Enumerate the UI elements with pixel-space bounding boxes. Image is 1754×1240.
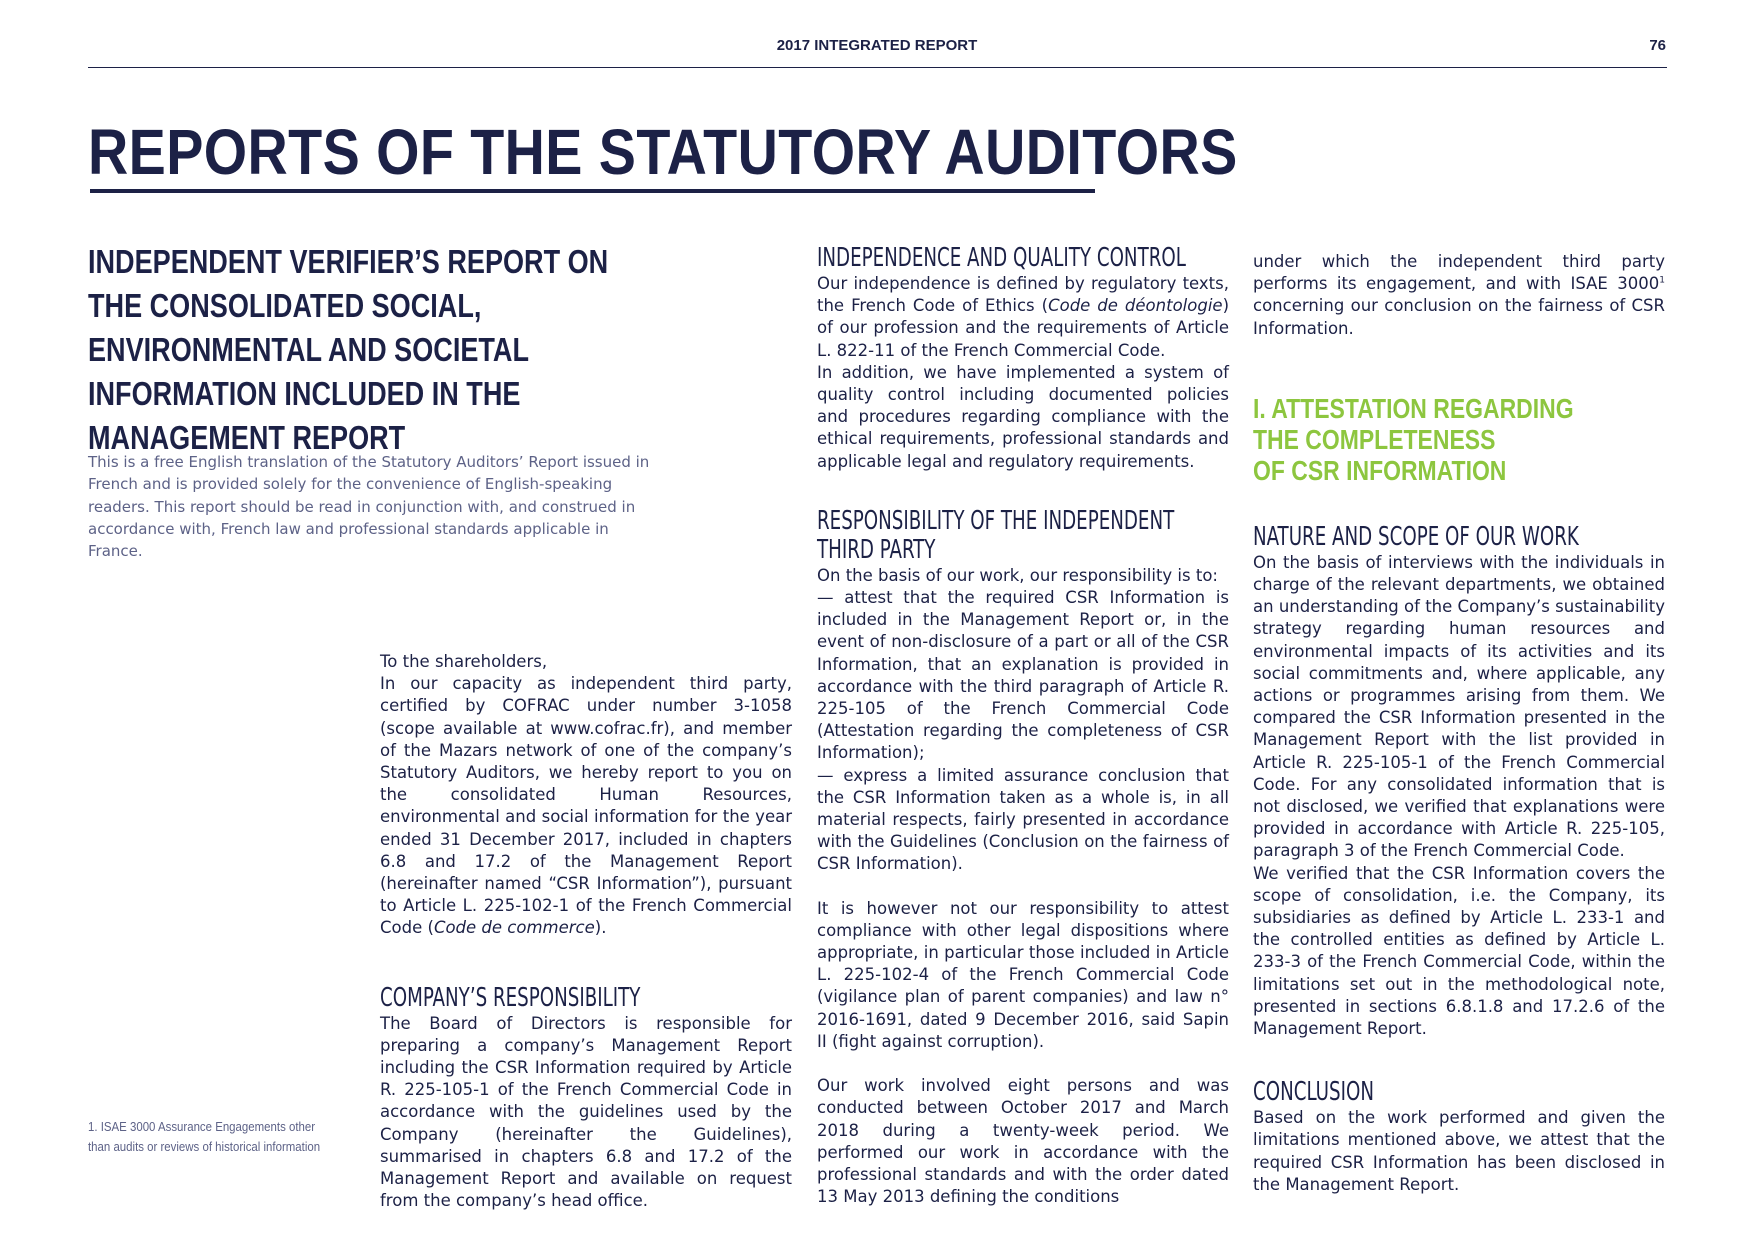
section-heading-independence: INDEPENDENCE AND QUALITY CONTROL [817, 243, 1186, 273]
italic-term: Code de commerce [433, 918, 595, 938]
scope-verification-paragraph: We verified that the CSR Information covers the scope of consolidation, i.e. the Company, its subsidiaries as defined by Article L. 233-1 and the controlled entities as defined by Article L. 233-3 of the French Commercial Code, within the limitations set out in the methodological note, presented in sections 6.8.1.8 and 17.2.6 of the Management Report. [1253, 863, 1665, 1039]
company-responsibility-paragraph: The Board of Directors is responsible for preparing a company’s Management Report including the CSR Information required by Article R. 225-105-1 of the French Commercial Code in accordance with the guidelines used by the Company (hereinafter the Guidelines), summarised in chapters 6.8 and 17.2 of the Management Report and available on request from the company’s head office. [380, 1013, 792, 1211]
salutation: To the shareholders, [380, 652, 548, 671]
heading-line: RESPONSIBILITY OF THE INDEPENDENT [817, 505, 1175, 536]
report-title: 2017 INTEGRATED REPORT [776, 37, 978, 54]
column-1 [380, 651, 792, 1212]
page-title: REPORTS OF THE STATUTORY AUDITORS [88, 116, 1238, 188]
heading-line: THE COMPLETENESS [1253, 423, 1496, 455]
report-subtitle: INDEPENDENT VERIFIER’S REPORT ON THE CONSOLIDATED SOCIAL, ENVIRONMENTAL AND SOCIETAL INFORMATION INCLUDED IN THE MANAGEMENT REPORT [88, 243, 609, 456]
title-underline [90, 189, 1095, 193]
conclusion-paragraph: Based on the work performed and given the limitations mentioned above, we attest that the required CSR Information has been disclosed in the Management Report. [1253, 1108, 1665, 1194]
header-divider [88, 67, 1667, 68]
column-3 [1253, 251, 1665, 1196]
attestation-heading [1253, 393, 1591, 486]
footnote-marker: 1 [1659, 275, 1665, 286]
heading-line: OF CSR INFORMATION [1253, 454, 1507, 486]
engagement-continuation [1253, 251, 1665, 340]
page-number: 76 [1649, 37, 1666, 54]
column-2 [817, 244, 1229, 1208]
responsibility-bullet-1: — attest that the required CSR Information is included in the Management Report or, in the event of non-disclosure of a part or all of the CSR Information, that an explanation is provided in accordance with the third paragraph of Article R. 225-105 of the French Commercial Code (Attestation regarding the completeness of CSR Information); [817, 588, 1229, 763]
text-span: under which the independent third party performs its engagement, and with ISAE 3000 [1253, 252, 1665, 294]
footnote: 1. ISAE 3000 Assurance Engagements other than audits or reviews of historical information [88, 1119, 321, 1154]
intro-paragraph [380, 673, 792, 939]
responsibility-limitation: It is however not our responsibility to attest compliance with other legal dispositions where appropriate, in particular those included in Article L. 225-102-4 of the French Commercial Code (vigilance plan of parent companies) and law n° 2016-1691, dated 9 December 2016, said Sapin II (fight against corruption). [817, 898, 1229, 1051]
responsibility-intro: On the basis of our work, our responsibility is to: [817, 565, 1218, 585]
nature-scope-paragraph: On the basis of interviews with the individuals in charge of the relevant departments, we obtained an understanding of the Company’s sustainability strategy regarding human resources and environmental impacts of its activities and its social commitments and, where applicable, any actions or programmes arising from them. We compared the CSR Information presented in the Management Report with the list provided in Article R. 225-105-1 of the French Commercial Code. For any consolidated information that is not disclosed, we verified that explanations were provided in accordance with Article R. 225-105, paragraph 3 of the French Commercial Code. [1253, 552, 1665, 861]
independence-paragraph [817, 273, 1229, 362]
section-heading-conclusion: CONCLUSION [1253, 1077, 1374, 1108]
work-period-paragraph: Our work involved eight persons and was conducted between October 2017 and March 2018 during a twenty-week period. We performed our work in accordance with the professional standards and with the order dated 13 May 2013 defining the conditions [817, 1076, 1229, 1207]
heading-line: THIRD PARTY [817, 534, 936, 565]
italic-term: Code de déontologie [1048, 296, 1223, 316]
translation-note: This is a free English translation of the Statutory Auditors’ Report issued in French and is provided solely for the convenience of English-speaking readers. This report should be read in conjunction with, and construed in accordance with, French law and professional standards applicable in France. [88, 453, 650, 561]
text-span: ). [594, 918, 607, 938]
section-heading-responsibility [817, 505, 1175, 565]
text-span: Our independence is defined by regulatory texts, the French Code of Ethics ( [817, 274, 1229, 316]
section-heading-company-responsibility: COMPANY’S RESPONSIBILITY [380, 982, 641, 1013]
heading-line: I. ATTESTATION REGARDING [1253, 392, 1574, 424]
quality-control-paragraph: In addition, we have implemented a system of quality control including documented policies and procedures regarding compliance with the ethical requirements, professional standards and applicable legal and regulatory requirements. [817, 362, 1229, 471]
responsibility-bullet-2: — express a limited assurance conclusion that the CSR Information taken as a whole is, in all material respects, fairly presented in accordance with the Guidelines (Conclusion on the fairness of CSR Information). [817, 765, 1229, 874]
text-span: concerning our conclusion on the fairness of CSR Information. [1253, 296, 1665, 338]
section-heading-nature-scope: NATURE AND SCOPE OF OUR WORK [1253, 521, 1579, 552]
text-span: ) of our profession and the requirements of Article L. 822-11 of the French Commercial Code. [817, 296, 1229, 360]
text-span: In our capacity as independent third party, certified by COFRAC under number 3-1058 (scope available at www.cofrac.fr), and member of the Mazars network of one of the company’s Statutory Auditors, we hereby report to you on the consolidated Human Resources, environmental and social information for the year ended 31 December 2017, included in chapters 6.8 and 17.2 of the Management Report (hereinafter named “CSR Information”), pursuant to Article L. 225-102-1 of the French Commercial Code ( [380, 674, 792, 938]
